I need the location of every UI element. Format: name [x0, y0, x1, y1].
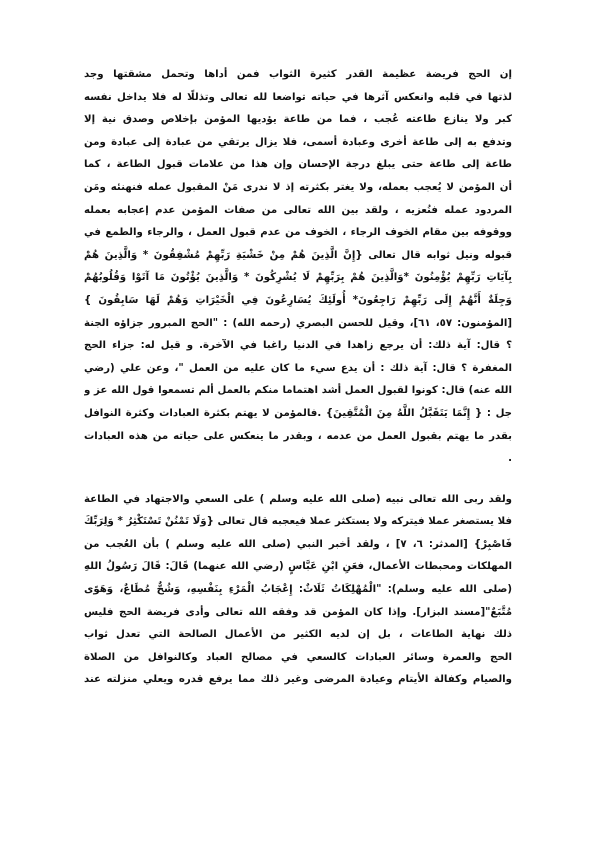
- text-line: الله عنه) قال: كونوا لقبول العمل أشد اهتماما منكم بالعمل ألم تسمعوا قول الله عز و: [84, 385, 512, 397]
- text-line: قبوله ونيل ثوابه قال تعالى {إِنَّ الَّذِينَ هُمْ مِنْ خَشْيَةِ رَبِّهِمْ مُشْفِقُونَ * وَالَّذِينَ هُمْ: [84, 249, 512, 261]
- text-line: وَجِلَةٌ أَنَّهُمْ إِلَى رَبِّهِمْ رَاجِعُونَ* أُولَئِكَ يُسَارِعُونَ فِي الْخَيْرَاتِ وَهُمْ لَهَا سَابِقُونَ }: [84, 294, 512, 306]
- text-line: المهلكات ومحبطات الأعمال، فعَنِ ابْنِ عَبَّاسٍ (رضي الله عنهما) قَالَ: قَالَ رَسُولُ اللهِ: [84, 561, 512, 573]
- paragraph-spacer: [84, 471, 512, 489]
- text-line: (صلى الله عليه وسلم): "الْمُهْلِكَاتُ ثَلَاثٌ: إِعْجَابُ الْمَرْءِ بِنَفْسِهِ، وَشُحٌّ مُطَاعٌ، وَهَوًى: [84, 584, 512, 596]
- text-line: ووقوفه بين مقام الخوف الرجاء ، الخوف من عدم قبول العمل ، والرجاء والطمع في: [84, 227, 512, 239]
- text-line: طاعة إلى طاعة حتى يبلغ درجة الإحسان وإن هذا من علامات قبول الطاعة ، كما: [84, 159, 512, 171]
- text-line: المردود عمله فنُعزيه ، ولقد بين الله تعالى من صفات المؤمن عدم إعجابه بعمله: [84, 204, 512, 216]
- text-line: والصيام وكفالة الأيتام وعيادة المرضى وغير ذلك مما يرفع قدره ويعلي منزلته عند: [84, 674, 512, 686]
- document-page: [84, 64, 512, 692]
- text-line: المغفرة ؟ قال: آية ذلك : أن يدع سيء ما كان عليه من العمل "، وعن علي (رضي: [84, 362, 512, 374]
- text-line: بقدر ما يهتم بقبول العمل من عدمه ، وبقدر ما ينعكس على حياته من هذه العبادات: [84, 430, 512, 442]
- text-line: جل : { إِنَّمَا يَتَقَبَّلُ اللَّهُ مِنَ الْمُتَّقِينَ} .فالمؤمن لا يهتم بكثرة العبادات وكثرة النوافل: [84, 407, 512, 419]
- text-line: وتدفع به إلى طاعة أخرى وعبادة أسمى، فلا يزال يرتقي من عبادة إلى عبادة ومن: [84, 136, 512, 148]
- text-line: الحج والعمرة وسائر العبادات كالسعي في مصالح العباد وكالنوافل من الصلاة: [84, 651, 512, 663]
- paragraph-hajj-reward: [84, 64, 512, 471]
- text-line: ذلك نهاية الطاعات ، بل إن لديه الكثير من الأعمال الصالحة التي تعدل ثواب: [84, 629, 512, 641]
- text-line: ولقد ربى الله تعالى نبيه (صلى الله عليه وسلم ) على السعي والاجتهاد في الطاعة: [84, 493, 512, 505]
- text-line: ؟ قال: آية ذلك: أن يرجع زاهدا في الدنيا راغبا في الآخرة. و قيل له: جزاء الحج: [84, 340, 512, 352]
- text-line: فَاصْبِرْ} [المدثر: ٦، ٧] ، ولقد أخبر النبي (صلى الله عليه وسلم ) بأن العُجب من: [84, 538, 512, 550]
- paragraph-prophet-guidance: [84, 489, 512, 692]
- text-line: .: [508, 453, 512, 465]
- text-line: إن الحج فريضة عظيمة القدر كثيرة الثواب فمن أداها وتحمل مشقتها وجد: [84, 69, 512, 80]
- text-line: كبر ولا ينازع طاعته عُجب ، فما من طاعة يؤديها المؤمن بإخلاص وصدق نية إلا: [84, 114, 512, 126]
- text-line: مُتَّبَعٌ"[مسند البزار]. وإذا كان المؤمن قد وفقه الله تعالى وأدى فريضة الحج فليس: [84, 606, 512, 618]
- text-line: أن المؤمن لا يُعجب بعمله، ولا يغتر بكثرته إذ لا ندرى مَنْ المقبول عمله فنهنئه ومَن: [84, 181, 512, 193]
- text-line: فلا يستصغر عملا فيتركه ولا يستكثر عملا فيعجبه قال تعالى {وَلَا تَمْنُنْ تَسْتَكْثِرُ * وَلِرَبِّكَ: [84, 516, 512, 528]
- text-line: [المؤمنون: ٥٧، ٦١]، وقيل للحسن البصري (رحمه الله) : "الحج المبرور جزاؤه الجنة: [84, 317, 512, 329]
- text-line: بِآيَاتِ رَبِّهِمْ يُؤْمِنُونَ *وَالَّذِينَ هُمْ بِرَبِّهِمْ لَا يُشْرِكُونَ * وَالَّذِينَ يُؤْتُونَ مَا آتَوْا وَقُلُوبُهُمْ: [84, 272, 512, 284]
- text-line: لذتها في قلبه وانعكس آثرها في حياته تواضعا لله تعالى وتذللًا له فلا يداخل نفسه: [84, 91, 512, 103]
